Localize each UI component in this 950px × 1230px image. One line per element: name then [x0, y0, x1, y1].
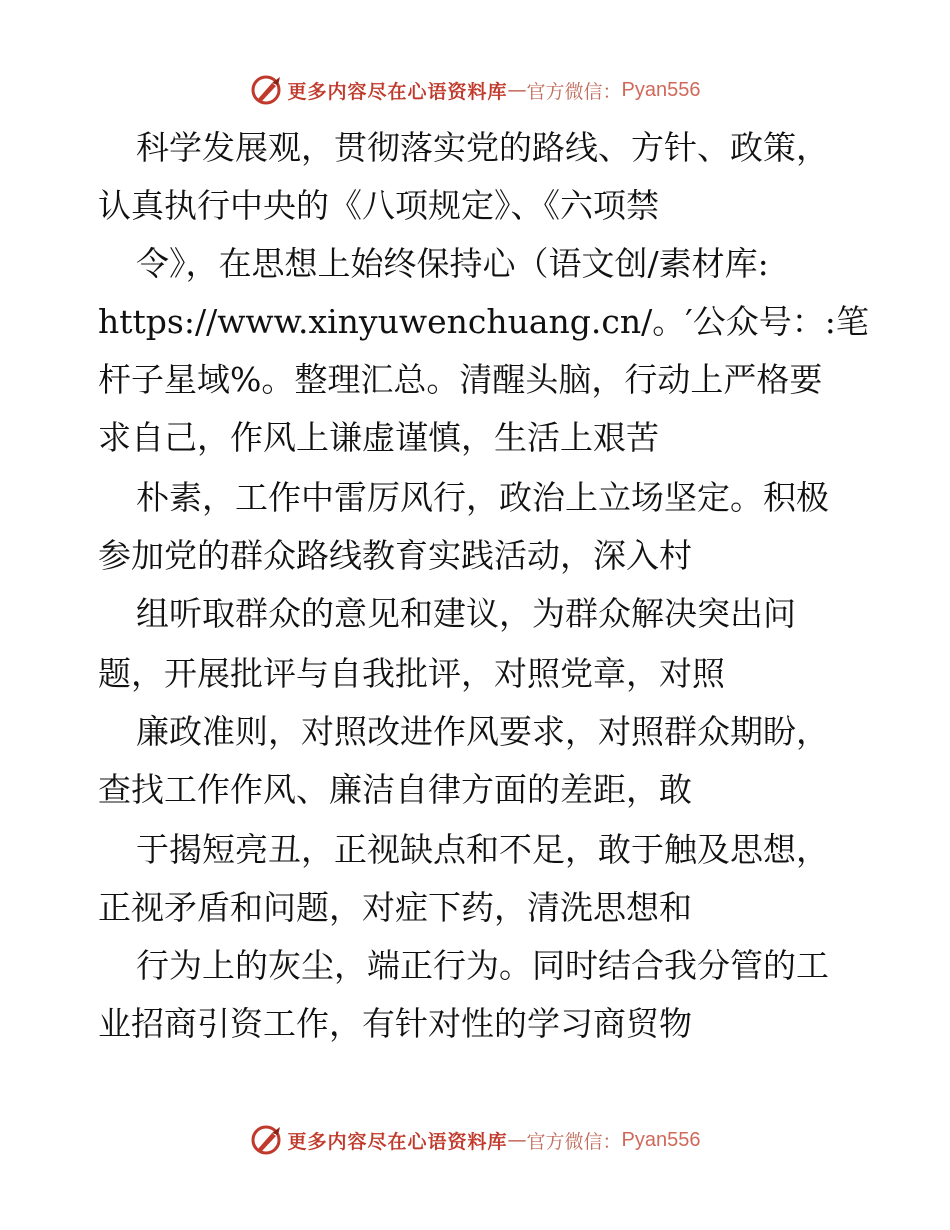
text-line: 科学发展观，贯彻落实党的路线、方针、政策， [136, 128, 829, 167]
banner-title: 更多内容尽在心语资料库 [287, 1130, 508, 1153]
header-banner [0, 70, 950, 110]
text-line: 查找工作作风、廉洁自律方面的差距，敢 [98, 770, 692, 809]
banner-wechat-label: 官方微信： [526, 80, 622, 103]
text-line: 朴素，工作中雷厉风行，政治上立场坚定。积极 [136, 478, 829, 517]
banner-title: 更多内容尽在心语资料库 [287, 80, 508, 103]
text-line: https://www.xinyuwenchuang.cn/。′公众号：:笔 [98, 302, 869, 341]
text-line: 杆子星域%。整理汇总。清醒头脑，行动上严格要 [98, 360, 823, 399]
banner-wechat-id: Pyan556 [621, 1128, 701, 1151]
pen-logo-icon [250, 73, 284, 107]
text-line: 题，开展批评与自我批评，对照党章，对照 [98, 654, 725, 693]
text-line: 业招商引资工作，有针对性的学习商贸物 [98, 1004, 692, 1043]
banner-wechat-id: Pyan556 [621, 78, 701, 101]
text-line: 令》，在思想上始终保持心（语文创/素材库: [136, 244, 769, 283]
banner-separator: — [507, 79, 527, 101]
banner-separator: — [507, 1129, 527, 1151]
banner-wechat-label: 官方微信： [526, 1130, 622, 1153]
text-line: 廉政准则，对照改进作风要求，对照群众期盼， [136, 712, 829, 751]
text-line: 正视矛盾和问题，对症下药，清洗思想和 [98, 888, 692, 927]
text-line: 于揭短亮丑，正视缺点和不足，敢于触及思想， [136, 830, 829, 869]
pen-logo-icon [250, 1123, 284, 1157]
text-line: 求自己，作风上谦虚谨慎，生活上艰苦 [98, 418, 659, 457]
text-line: 行为上的灰尘，端正行为。同时结合我分管的工 [136, 946, 829, 985]
text-line: 组听取群众的意见和建议，为群众解决突出问 [136, 594, 796, 633]
text-line: 认真执行中央的《八项规定》、《六项禁 [98, 186, 659, 225]
footer-banner [0, 1120, 950, 1160]
text-line: 参加党的群众路线教育实践活动，深入村 [98, 536, 692, 575]
